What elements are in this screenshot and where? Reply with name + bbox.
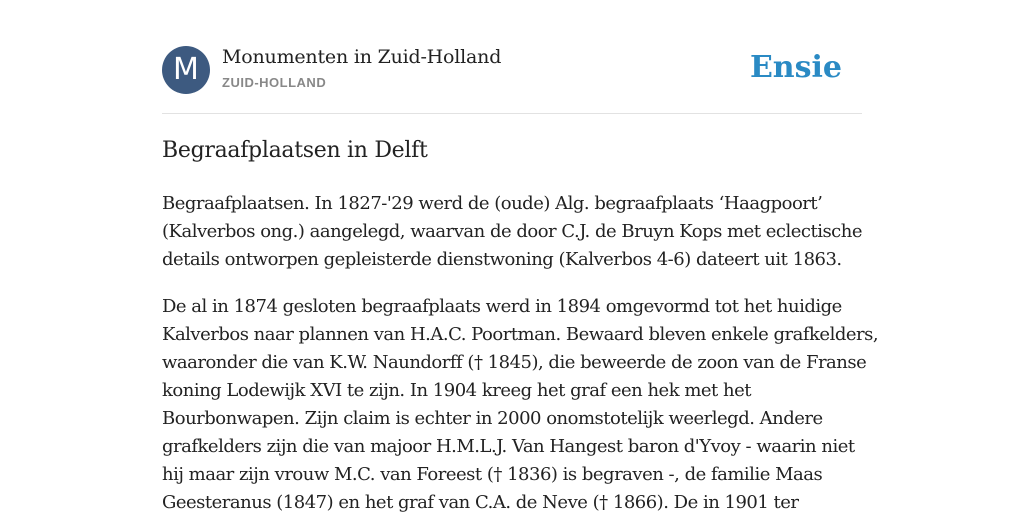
article-title: Begraafplaatsen in Delft — [162, 138, 428, 163]
article-body — [162, 190, 879, 512]
paragraph-1 — [162, 190, 874, 274]
body-line: hij maar zijn vrouw M.C. van Foreest († 1836) is begraven -, de familie Maas — [162, 464, 823, 485]
body-line: grafkelders zijn die van majoor H.M.L.J. Van Hangest baron d'Yvoy - waarin niet — [162, 436, 855, 457]
collection-subtitle: ZUID-HOLLAND — [222, 75, 327, 90]
header-divider — [162, 113, 862, 114]
body-line: (Kalverbos ong.) aangelegd, waarvan de door C.J. de Bruyn Kops met eclectische — [162, 221, 863, 242]
collection-header — [162, 46, 862, 96]
body-line: De al in 1874 gesloten begraafplaats werd in 1894 omgevormd tot het huidige — [162, 296, 842, 317]
body-line: Begraafplaatsen. In 1827-'29 werd de (oude) Alg. begraafplaats ‘Haagpoort’ — [162, 193, 823, 214]
paragraph-2 — [162, 293, 879, 512]
body-line: Kalverbos naar plannen van H.A.C. Poortman. Bewaard bleven enkele grafkelders, — [162, 324, 879, 345]
avatar[interactable]: M — [162, 46, 210, 94]
body-line: details ontworpen gepleisterde dienstwoning (Kalverbos 4-6) dateert uit 1863. — [162, 249, 842, 270]
ensie-logo[interactable]: Ensie — [749, 50, 842, 85]
body-line: Geesteranus (1847) en het graf van C.A. de Neve († 1866). De in 1901 ter — [162, 492, 799, 512]
body-line: waaronder die van K.W. Naundorff († 1845), die beweerde de zoon van de Franse — [162, 352, 867, 373]
collection-title-link[interactable]: Monumenten in Zuid-Holland — [222, 46, 502, 68]
body-line: koning Lodewijk XVI te zijn. In 1904 kreeg het graf een hek met het — [162, 380, 751, 401]
body-line: Bourbonwapen. Zijn claim is echter in 2000 onomstotelijk weerlegd. Andere — [162, 408, 823, 429]
